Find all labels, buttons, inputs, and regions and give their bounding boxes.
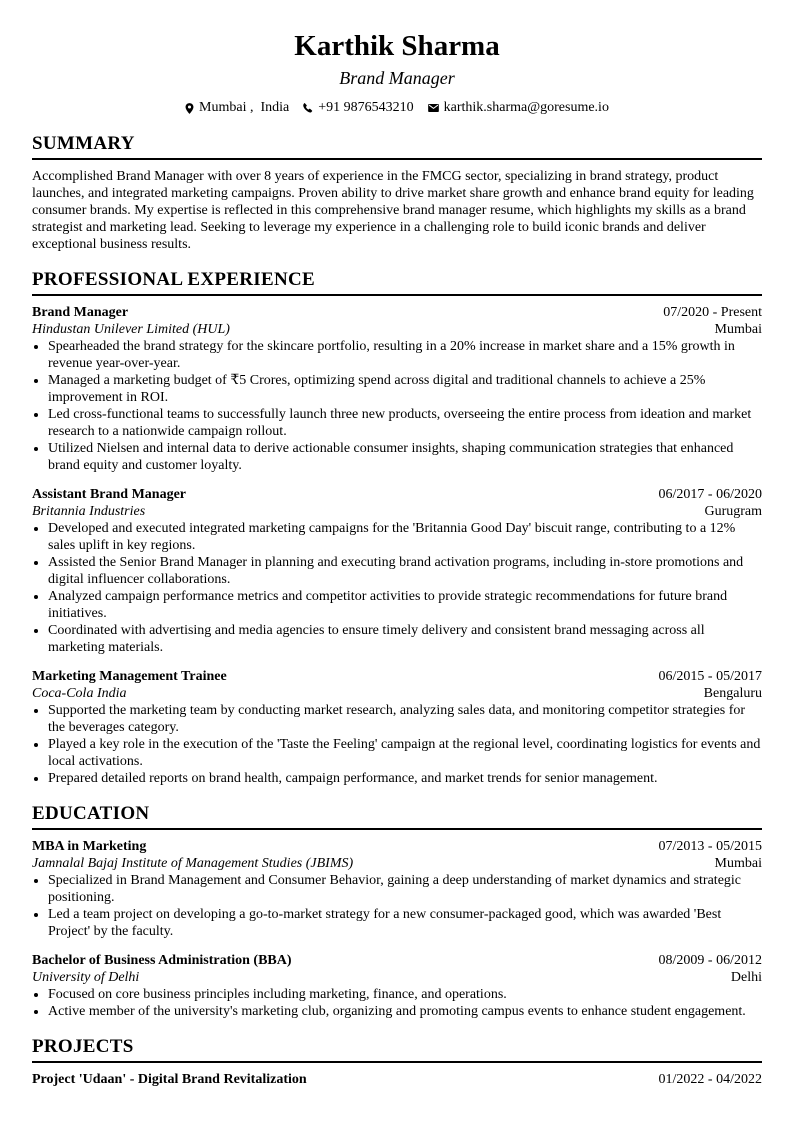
bullet-item: • Focused on core business principles including marketing, finance, and operations. bbox=[48, 986, 762, 1003]
job-title: Brand Manager bbox=[32, 305, 129, 320]
projects-section bbox=[32, 1036, 762, 1088]
contact-email bbox=[428, 99, 609, 117]
job-location: Mumbai bbox=[714, 322, 762, 337]
bullet-item: • Active member of the university's marketing club, organizing and promoting campus events to enhance student engagement. bbox=[48, 1003, 762, 1020]
project-title: Project 'Udaan' - Digital Brand Revitalization bbox=[32, 1072, 307, 1087]
section-heading: PROJECTS bbox=[32, 1036, 762, 1063]
bullet-item: • Supported the marketing team by conducting market research, analyzing sales data, and monitoring competitor strategies for the beverages category. bbox=[48, 702, 762, 736]
bullet-item: • Managed a marketing budget of ₹5 Crores, optimizing spend across digital and traditional channels to achieve a 25% improvement in ROI. bbox=[48, 372, 762, 406]
project-header-row bbox=[32, 1071, 762, 1088]
bullet-item: • Utilized Nielsen and internal data to derive actionable consumer insights, shaping communication strategies that enhanced brand equity and customer loyalty. bbox=[48, 440, 762, 474]
job-entry bbox=[32, 486, 762, 656]
bullet-item: • Developed and executed integrated marketing campaigns for the 'Britannia Good Day' biscuit range, contributing to a 12% sales uplift in key regions. bbox=[48, 520, 762, 554]
bullet-item: • Spearheaded the brand strategy for the skincare portfolio, resulting in a 20% increase in market share and a 15% growth in revenue year-over-year. bbox=[48, 338, 762, 372]
education-entry bbox=[32, 838, 762, 940]
education-entry bbox=[32, 952, 762, 1020]
contact-row bbox=[32, 99, 762, 117]
job-bullets bbox=[32, 520, 762, 656]
job-company-row bbox=[32, 321, 762, 338]
summary-section bbox=[32, 133, 762, 253]
education-school-row bbox=[32, 855, 762, 872]
bullet-item: • Coordinated with advertising and media agencies to ensure timely delivery and consistent brand messaging across all marketing materials. bbox=[48, 622, 762, 656]
section-heading: PROFESSIONAL EXPERIENCE bbox=[32, 269, 762, 296]
location-text: Mumbai , India bbox=[199, 100, 290, 115]
job-dates: 07/2020 - Present bbox=[663, 305, 762, 320]
experience-section bbox=[32, 269, 762, 787]
job-entry bbox=[32, 304, 762, 474]
job-header-row bbox=[32, 304, 762, 321]
job-bullets bbox=[32, 702, 762, 787]
phone-text: +91 9876543210 bbox=[318, 100, 414, 115]
job-dates: 06/2017 - 06/2020 bbox=[658, 487, 762, 502]
contact-location bbox=[185, 99, 289, 117]
job-company-row bbox=[32, 503, 762, 520]
job-entry bbox=[32, 668, 762, 787]
project-dates: 01/2022 - 04/2022 bbox=[658, 1072, 762, 1087]
contact-phone bbox=[303, 99, 413, 117]
school-name: Jamnalal Bajaj Institute of Management Studies (JBIMS) bbox=[32, 856, 354, 871]
bullet-item: • Led a team project on developing a go-to-market strategy for a new consumer-packaged good, which was awarded 'Best Project' by the faculty. bbox=[48, 906, 762, 940]
job-company: Britannia Industries bbox=[32, 504, 146, 519]
degree-title: MBA in Marketing bbox=[32, 839, 147, 854]
education-dates: 08/2009 - 06/2012 bbox=[658, 953, 762, 968]
job-title: Assistant Brand Manager bbox=[32, 487, 187, 502]
bullet-item: • Led cross-functional teams to successfully launch three new products, overseeing the entire process from ideation and market research to a nationwide campaign rollout. bbox=[48, 406, 762, 440]
project-entry bbox=[32, 1071, 762, 1088]
email-link[interactable]: karthik.sharma@goresume.io bbox=[443, 100, 609, 115]
school-location: Delhi bbox=[730, 970, 762, 985]
bullet-item: • Specialized in Brand Management and Consumer Behavior, gaining a deep understanding of market dynamics and strategic positioning. bbox=[48, 872, 762, 906]
education-bullets bbox=[32, 872, 762, 940]
job-header-row bbox=[32, 486, 762, 503]
education-dates: 07/2013 - 05/2015 bbox=[658, 839, 762, 854]
candidate-name: Karthik Sharma bbox=[294, 30, 500, 62]
map-pin-icon bbox=[185, 103, 194, 114]
resume-header bbox=[32, 28, 762, 117]
education-header-row bbox=[32, 952, 762, 969]
envelope-icon bbox=[428, 104, 439, 112]
bullet-item: • Assisted the Senior Brand Manager in planning and executing brand activation programs, including in-store promotions and digital influencer collaborations. bbox=[48, 554, 762, 588]
education-school-row bbox=[32, 969, 762, 986]
candidate-title: Brand Manager bbox=[339, 68, 455, 88]
job-company: Hindustan Unilever Limited (HUL) bbox=[32, 322, 230, 337]
school-name: University of Delhi bbox=[32, 970, 140, 985]
education-section bbox=[32, 803, 762, 1020]
job-dates: 06/2015 - 05/2017 bbox=[658, 669, 762, 684]
degree-title: Bachelor of Business Administration (BBA) bbox=[32, 953, 292, 968]
bullet-item: • Analyzed campaign performance metrics and competitor activities to provide strategic recommendations for future brand initiatives. bbox=[48, 588, 762, 622]
education-bullets bbox=[32, 986, 762, 1020]
bullet-item: • Played a key role in the execution of the 'Taste the Feeling' campaign at the regional level, coordinating logistics for events and local activations. bbox=[48, 736, 762, 770]
job-company-row bbox=[32, 685, 762, 702]
job-company: Coca-Cola India bbox=[32, 686, 127, 701]
job-location: Bengaluru bbox=[703, 686, 762, 701]
phone-icon bbox=[303, 103, 313, 113]
school-location: Mumbai bbox=[714, 856, 762, 871]
bullet-item: • Prepared detailed reports on brand health, campaign performance, and market trends for senior management. bbox=[48, 770, 762, 787]
job-header-row bbox=[32, 668, 762, 685]
job-bullets bbox=[32, 338, 762, 474]
job-title: Marketing Management Trainee bbox=[32, 669, 227, 684]
summary-text: Accomplished Brand Manager with over 8 years of experience in the FMCG sector, specializing in brand strategy, product launches, and integrated marketing campaigns. Proven ability to drive market share growth and enhance brand equity for leading consumer brands. My expertise is reflected in this comprehensive brand manager resume, which highlights my skills as a brand strategist and marketing lead. Seeking to leverage my experience in a challenging role to build iconic brands and deliver exceptional business results. bbox=[32, 169, 754, 252]
section-heading: SUMMARY bbox=[32, 133, 762, 160]
job-location: Gurugram bbox=[704, 504, 762, 519]
education-header-row bbox=[32, 838, 762, 855]
section-heading: EDUCATION bbox=[32, 803, 762, 830]
